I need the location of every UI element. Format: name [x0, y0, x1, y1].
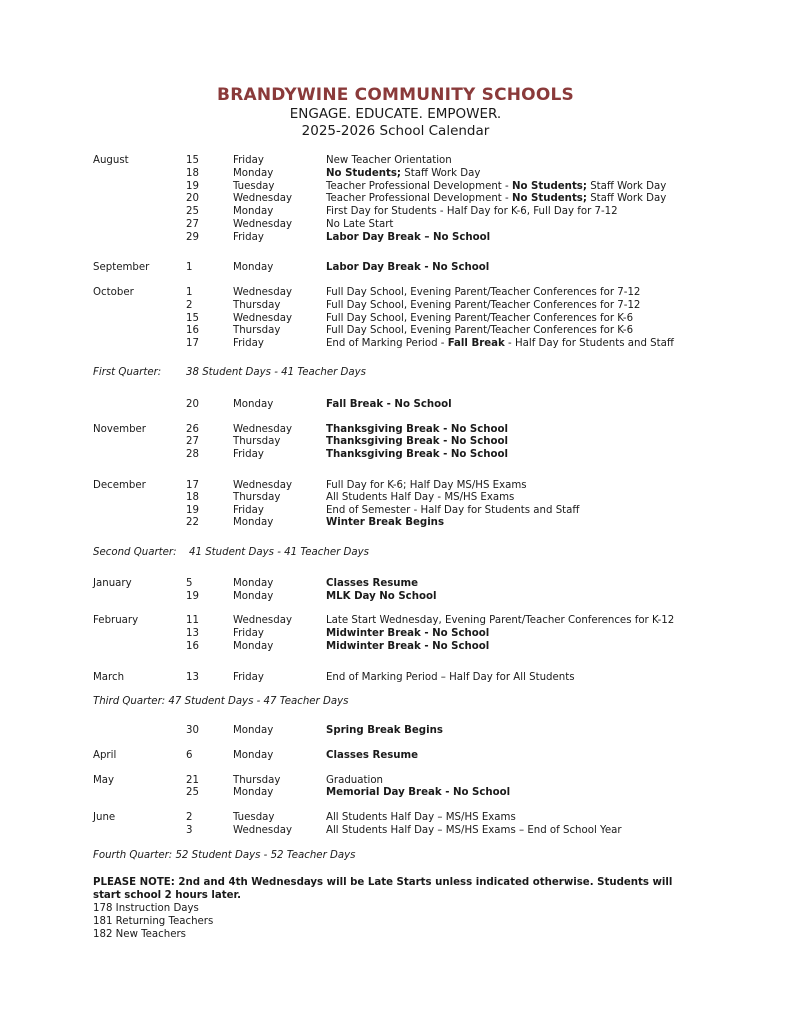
- weekday-cell: Monday: [233, 591, 274, 602]
- calendar-row: [0, 218, 791, 231]
- month-cell: April: [93, 750, 117, 761]
- day-cell: 13: [186, 672, 199, 683]
- day-cell: 1: [186, 287, 193, 298]
- event-text-bold: Thanksgiving Break - No School: [326, 424, 509, 435]
- weekday-cell: Monday: [233, 641, 274, 652]
- weekday-cell: Monday: [233, 168, 274, 179]
- weekday-cell: Thursday: [233, 436, 281, 447]
- day-cell: 25: [186, 206, 199, 217]
- day-cell: 19: [186, 181, 199, 192]
- calendar-row: [0, 435, 791, 448]
- late-start-note: PLEASE NOTE: 2nd and 4th Wednesdays will be Late Starts unless indicated otherwise. Students will start school 2 hours later.: [93, 877, 673, 901]
- event-text: Full Day School, Evening Parent/Teacher Conferences for K-6: [326, 325, 634, 336]
- weekday-cell: Friday: [233, 505, 264, 516]
- event-text-bold: Fall Break: [447, 338, 505, 349]
- calendar-subtitle: 2025-2026 School Calendar: [301, 123, 490, 139]
- weekday-cell: Thursday: [233, 300, 281, 311]
- event-text-bold: Labor Day Break - No School: [326, 262, 490, 273]
- event-description: [326, 516, 444, 529]
- day-cell: 2: [186, 812, 193, 823]
- day-cell: 28: [186, 449, 199, 460]
- weekday-cell: Wednesday: [233, 480, 292, 491]
- event-description: [326, 448, 508, 461]
- calendar-row: [0, 671, 791, 684]
- calendar-row: [0, 516, 791, 529]
- weekday-cell: Wednesday: [233, 219, 292, 230]
- event-text-bold: Fall Break - No School: [326, 399, 452, 410]
- weekday-cell: Friday: [233, 232, 264, 243]
- weekday-cell: Thursday: [233, 492, 281, 503]
- event-description: [326, 590, 436, 603]
- event-text: All Students Half Day – MS/HS Exams: [326, 812, 516, 823]
- event-text-bold: Thanksgiving Break - No School: [326, 449, 509, 460]
- event-text-bold: Spring Break Begins: [326, 725, 443, 736]
- event-text-bold: Thanksgiving Break - No School: [326, 436, 509, 447]
- calendar-row: [0, 786, 791, 799]
- day-cell: 18: [186, 168, 199, 179]
- calendar-row: [0, 299, 791, 312]
- event-description: [326, 627, 489, 640]
- calendar-row: [0, 577, 791, 590]
- day-cell: 22: [186, 517, 199, 528]
- school-tagline: ENGAGE. EDUCATE. EMPOWER.: [289, 106, 502, 122]
- calendar-row: [0, 824, 791, 837]
- day-cell: 16: [186, 325, 199, 336]
- weekday-cell: Friday: [233, 155, 264, 166]
- event-text-bold: Classes Resume: [326, 578, 419, 589]
- quarter-label: First Quarter:: [93, 367, 162, 378]
- weekday-cell: Wednesday: [233, 615, 292, 626]
- weekday-cell: Tuesday: [233, 181, 275, 192]
- event-text: Full Day School, Evening Parent/Teacher Conferences for K-6: [326, 313, 634, 324]
- calendar-note: [93, 876, 693, 941]
- calendar-row: [0, 627, 791, 640]
- weekday-cell: Wednesday: [233, 313, 292, 324]
- day-cell: 20: [186, 399, 199, 410]
- weekday-cell: Wednesday: [233, 424, 292, 435]
- event-text: Teacher Professional Development -: [326, 193, 512, 204]
- event-description: [326, 218, 393, 231]
- event-text: New Teacher Orientation: [326, 155, 452, 166]
- event-description: [326, 749, 418, 762]
- calendar-row: [0, 231, 791, 244]
- quarter-days: 41 Student Days - 41 Teacher Days: [189, 547, 369, 558]
- event-text: Full Day for K-6; Half Day MS/HS Exams: [326, 480, 527, 491]
- weekday-cell: Thursday: [233, 775, 281, 786]
- calendar-row: [0, 811, 791, 824]
- day-cell: 11: [186, 615, 199, 626]
- weekday-cell: Monday: [233, 517, 274, 528]
- day-cell: 5: [186, 578, 193, 589]
- calendar-row: [0, 324, 791, 337]
- event-text: Full Day School, Evening Parent/Teacher Conferences for 7-12: [326, 287, 641, 298]
- weekday-cell: Monday: [233, 399, 274, 410]
- event-description: [326, 824, 622, 837]
- event-text: Staff Work Day: [586, 181, 667, 192]
- month-cell: September: [93, 262, 150, 273]
- event-text: - Half Day for Students and Staff: [504, 338, 674, 349]
- event-text-bold: Midwinter Break - No School: [326, 628, 490, 639]
- day-cell: 2: [186, 300, 193, 311]
- event-description: [326, 786, 510, 799]
- event-text: No Late Start: [326, 219, 394, 230]
- weekday-cell: Monday: [233, 578, 274, 589]
- event-text: Graduation: [326, 775, 384, 786]
- quarter-label: Third Quarter: 47 Student Days - 47 Teacher Days: [93, 696, 349, 707]
- calendar-row: [0, 261, 791, 274]
- weekday-cell: Friday: [233, 628, 264, 639]
- day-cell: 25: [186, 787, 199, 798]
- weekday-cell: Monday: [233, 750, 274, 761]
- event-description: [326, 614, 674, 627]
- day-cell: 19: [186, 591, 199, 602]
- event-text: End of Marking Period -: [326, 338, 448, 349]
- event-text: All Students Half Day – MS/HS Exams – End of School Year: [326, 825, 622, 836]
- event-description: [326, 205, 618, 218]
- event-description: [326, 167, 480, 180]
- day-cell: 27: [186, 219, 199, 230]
- calendar-row: [0, 491, 791, 504]
- event-text-bold: Winter Break Begins: [326, 517, 445, 528]
- event-description: [326, 398, 452, 411]
- event-text: Teacher Professional Development -: [326, 181, 512, 192]
- event-text: Full Day School, Evening Parent/Teacher Conferences for 7-12: [326, 300, 641, 311]
- event-description: [326, 299, 640, 312]
- month-cell: August: [93, 155, 129, 166]
- day-cell: 16: [186, 641, 199, 652]
- day-cell: 15: [186, 155, 199, 166]
- event-description: [326, 261, 489, 274]
- weekday-cell: Wednesday: [233, 825, 292, 836]
- weekday-cell: Wednesday: [233, 193, 292, 204]
- event-description: [326, 286, 640, 299]
- event-text-bold: No Students;: [511, 193, 587, 204]
- event-text-bold: No Students;: [326, 168, 401, 179]
- month-cell: January: [93, 578, 132, 589]
- event-description: [326, 337, 674, 350]
- day-cell: 1: [186, 262, 193, 273]
- day-cell: 26: [186, 424, 199, 435]
- instruction-days: 178 Instruction Days: [93, 903, 199, 914]
- weekday-cell: Tuesday: [233, 812, 275, 823]
- event-description: [326, 154, 452, 167]
- weekday-cell: Monday: [233, 787, 274, 798]
- event-text: End of Semester - Half Day for Students and Staff: [326, 505, 580, 516]
- returning-teachers: 181 Returning Teachers: [93, 916, 214, 927]
- day-cell: 27: [186, 436, 199, 447]
- event-text-bold: Classes Resume: [326, 750, 419, 761]
- day-cell: 29: [186, 232, 199, 243]
- weekday-cell: Thursday: [233, 325, 281, 336]
- event-text-bold: Midwinter Break - No School: [326, 641, 490, 652]
- month-cell: November: [93, 424, 146, 435]
- calendar-row: [0, 337, 791, 350]
- weekday-cell: Monday: [233, 725, 274, 736]
- month-cell: May: [93, 775, 115, 786]
- weekday-cell: Monday: [233, 206, 274, 217]
- day-cell: 13: [186, 628, 199, 639]
- day-cell: 3: [186, 825, 193, 836]
- event-text-bold: Memorial Day Break - No School: [326, 787, 511, 798]
- event-description: [326, 324, 633, 337]
- event-text-bold: MLK Day No School: [326, 591, 437, 602]
- month-cell: March: [93, 672, 125, 683]
- event-text: End of Marking Period – Half Day for All Students: [326, 672, 575, 683]
- new-teachers: 182 New Teachers: [93, 929, 186, 940]
- day-cell: 15: [186, 313, 199, 324]
- quarter-label: Second Quarter:: [93, 547, 177, 558]
- event-description: [326, 192, 666, 205]
- event-description: [326, 724, 443, 737]
- calendar-row: [0, 167, 791, 180]
- day-cell: 20: [186, 193, 199, 204]
- calendar-row: [0, 640, 791, 653]
- event-text: Staff Work Day: [401, 168, 481, 179]
- event-description: [326, 671, 575, 684]
- calendar-row: [0, 154, 791, 167]
- calendar-row: [0, 286, 791, 299]
- weekday-cell: Friday: [233, 672, 264, 683]
- day-cell: 21: [186, 775, 199, 786]
- calendar-row: [0, 749, 791, 762]
- weekday-cell: Wednesday: [233, 287, 292, 298]
- event-description: [326, 231, 490, 244]
- day-cell: 30: [186, 725, 199, 736]
- event-text: All Students Half Day - MS/HS Exams: [326, 492, 515, 503]
- calendar-row: [0, 448, 791, 461]
- month-cell: October: [93, 287, 134, 298]
- event-text: First Day for Students - Half Day for K-6, Full Day for 7-12: [326, 206, 618, 217]
- event-text-bold: No Students;: [511, 181, 587, 192]
- quarter-label: Fourth Quarter: 52 Student Days - 52 Teacher Days: [93, 850, 356, 861]
- calendar-row: [0, 614, 791, 627]
- calendar-row: [0, 192, 791, 205]
- event-text: Staff Work Day: [586, 193, 667, 204]
- calendar-row: [0, 205, 791, 218]
- quarter-days: 38 Student Days - 41 Teacher Days: [186, 367, 366, 378]
- calendar-row: [0, 590, 791, 603]
- weekday-cell: Friday: [233, 449, 264, 460]
- calendar-row: [0, 398, 791, 411]
- day-cell: 18: [186, 492, 199, 503]
- event-description: [326, 640, 489, 653]
- event-description: [326, 811, 516, 824]
- day-cell: 17: [186, 338, 199, 349]
- month-cell: June: [93, 812, 116, 823]
- event-description: [326, 577, 418, 590]
- day-cell: 19: [186, 505, 199, 516]
- day-cell: 6: [186, 750, 193, 761]
- event-description: [326, 435, 508, 448]
- month-cell: February: [93, 615, 139, 626]
- weekday-cell: Monday: [233, 262, 274, 273]
- event-description: [326, 491, 514, 504]
- school-title: BRANDYWINE COMMUNITY SCHOOLS: [217, 85, 574, 105]
- event-text: Late Start Wednesday, Evening Parent/Teacher Conferences for K-12: [326, 615, 675, 626]
- calendar-row: [0, 724, 791, 737]
- month-cell: December: [93, 480, 146, 491]
- weekday-cell: Friday: [233, 338, 264, 349]
- event-text-bold: Labor Day Break – No School: [326, 232, 491, 243]
- day-cell: 17: [186, 480, 199, 491]
